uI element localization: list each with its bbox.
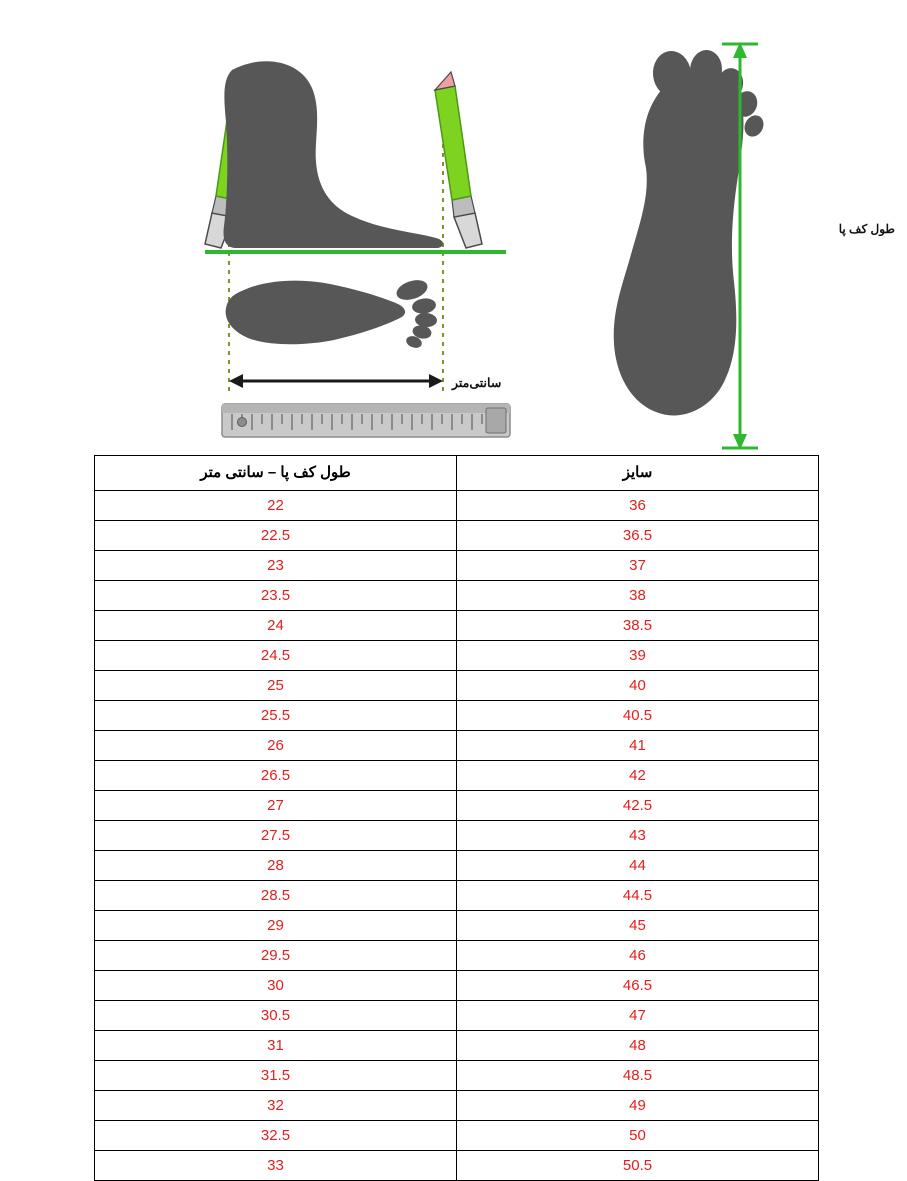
cell-foot-length: 32.5 [95,1121,457,1151]
table-row [95,761,819,791]
table-row [95,1061,819,1091]
measurement-illustration [0,0,907,455]
cell-size: 42 [457,761,819,791]
header-foot-length: طول کف پا – سانتی متر [95,456,457,491]
cell-foot-length: 26.5 [95,761,457,791]
cell-foot-length: 30.5 [95,1001,457,1031]
cell-foot-length: 25 [95,671,457,701]
cell-foot-length: 31.5 [95,1061,457,1091]
table-row [95,821,819,851]
cell-foot-length: 31 [95,1031,457,1061]
cell-size: 39 [457,641,819,671]
table-row [95,731,819,761]
cell-size: 50 [457,1121,819,1151]
cell-size: 38.5 [457,611,819,641]
table-row [95,671,819,701]
table-row [95,851,819,881]
cell-size: 40.5 [457,701,819,731]
table-row [95,1031,819,1061]
table-row [95,881,819,911]
cell-foot-length: 29 [95,911,457,941]
foot-length-label: طول کف پا [838,222,895,236]
table-row [95,1091,819,1121]
table-row [95,911,819,941]
table-row [95,491,819,521]
table-row [95,971,819,1001]
cell-size: 42.5 [457,791,819,821]
table-row [95,551,819,581]
cell-foot-length: 23.5 [95,581,457,611]
cell-foot-length: 24.5 [95,641,457,671]
unit-label: سانتی‌متر [452,376,502,390]
table-body [95,491,819,1181]
cell-foot-length: 22 [95,491,457,521]
cell-foot-length: 24 [95,611,457,641]
cell-size: 40 [457,671,819,701]
foot-top-silhouette [614,49,767,416]
cell-foot-length: 25.5 [95,701,457,731]
cell-foot-length: 28.5 [95,881,457,911]
cell-size: 44 [457,851,819,881]
cell-size: 38 [457,581,819,611]
cell-size: 48 [457,1031,819,1061]
cell-foot-length: 27 [95,791,457,821]
cell-size: 41 [457,731,819,761]
header-size: سایز [457,456,819,491]
cell-foot-length: 30 [95,971,457,1001]
cell-size: 46 [457,941,819,971]
table-row [95,1001,819,1031]
table-row [95,1121,819,1151]
table-row [95,701,819,731]
table-row [95,641,819,671]
cell-foot-length: 32 [95,1091,457,1121]
cell-foot-length: 28 [95,851,457,881]
foot-sole-small-silhouette [226,276,438,349]
table-row [95,521,819,551]
foot-side-silhouette [224,61,444,248]
cell-foot-length: 22.5 [95,521,457,551]
table-row [95,941,819,971]
cell-foot-length: 23 [95,551,457,581]
cell-size: 50.5 [457,1151,819,1181]
cell-size: 46.5 [457,971,819,1001]
cell-foot-length: 26 [95,731,457,761]
table-row [95,1151,819,1181]
cell-size: 43 [457,821,819,851]
table-row [95,611,819,641]
cell-size: 36 [457,491,819,521]
cell-size: 49 [457,1091,819,1121]
cell-size: 44.5 [457,881,819,911]
cell-size: 37 [457,551,819,581]
table-row [95,581,819,611]
cell-size: 47 [457,1001,819,1031]
pencil-right-icon [435,72,482,248]
ruler-icon [222,404,510,437]
cell-size: 36.5 [457,521,819,551]
size-conversion-table [94,455,819,1181]
length-arrow-horizontal [229,374,443,388]
cell-foot-length: 29.5 [95,941,457,971]
cell-size: 45 [457,911,819,941]
table-header-row [95,456,819,491]
cell-foot-length: 27.5 [95,821,457,851]
cell-foot-length: 33 [95,1151,457,1181]
table-row [95,791,819,821]
cell-size: 48.5 [457,1061,819,1091]
